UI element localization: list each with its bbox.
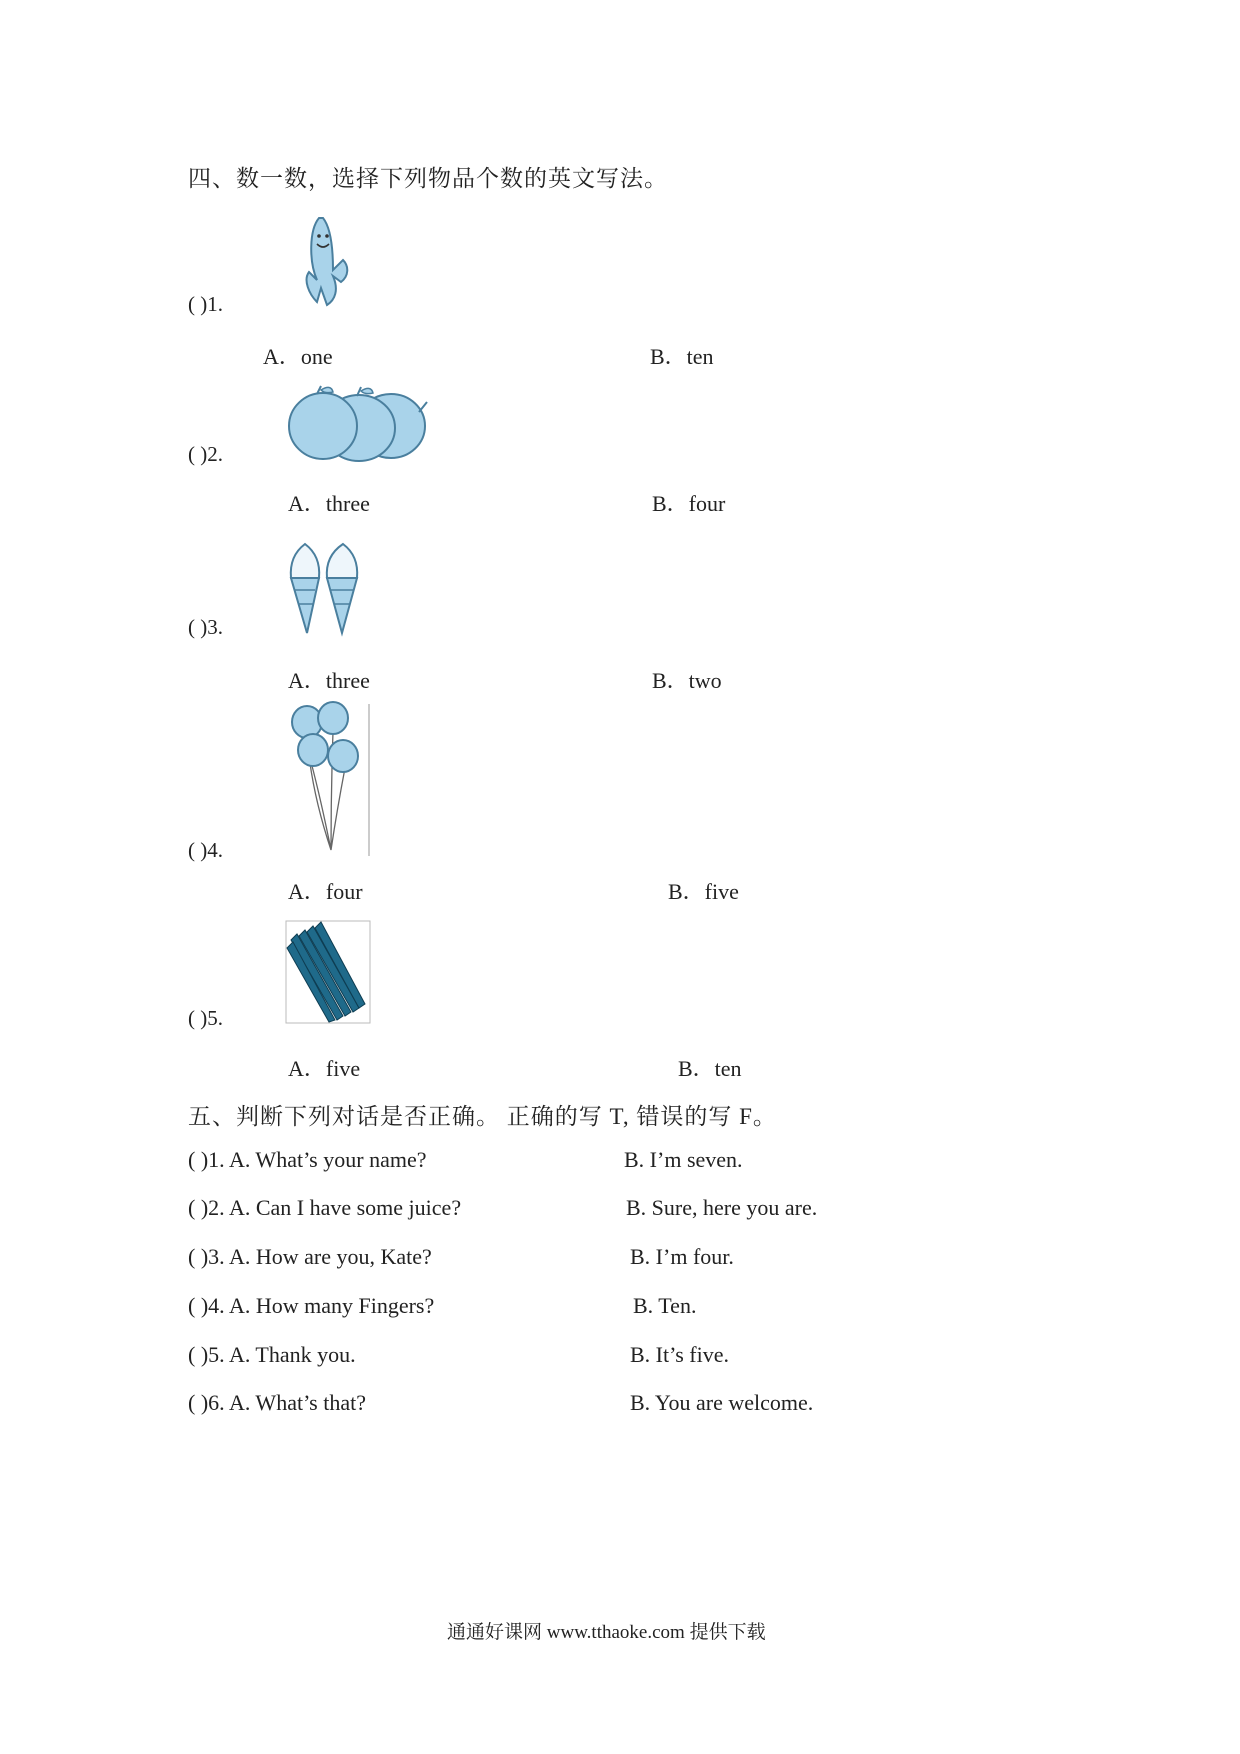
question-4-option-b: B．five: [668, 879, 739, 904]
question-1-option-b: B．ten: [650, 344, 714, 369]
banana-icon: [287, 210, 357, 310]
ice-creams-icon: [287, 538, 367, 638]
apples-icon: [287, 382, 432, 464]
dialogue-2-question: ( )2. A. Can I have some juice?: [188, 1195, 462, 1220]
section4-heading: 四、数一数，选择下列物品个数的英文写法。: [188, 166, 668, 191]
dialogue-4-question: ( )4. A. How many Fingers?: [188, 1293, 435, 1318]
dialogue-3-question: ( )3. A. How are you, Kate?: [188, 1244, 432, 1269]
question-5-option-a: A．five: [288, 1056, 361, 1081]
balloons-icon: [287, 700, 372, 860]
dialogue-1-answer: B. I’m seven.: [624, 1147, 743, 1172]
question-3-label: ( )3.: [188, 615, 223, 639]
question-5-label: ( )5.: [188, 1006, 223, 1030]
question-4-option-a: A．four: [288, 879, 363, 904]
dialogue-3-answer: B. I’m four.: [630, 1244, 734, 1269]
question-2-option-a: A．three: [288, 491, 370, 516]
dialogue-1-question: ( )1. A. What’s your name?: [188, 1147, 427, 1172]
question-5-option-b: B．ten: [678, 1056, 742, 1081]
question-2-label: ( )2.: [188, 442, 223, 466]
question-2-option-b: B．four: [652, 491, 726, 516]
dialogue-2-answer: B. Sure, here you are.: [626, 1195, 818, 1220]
question-4-label: ( )4.: [188, 838, 223, 862]
question-1-option-a: A．one: [263, 344, 333, 369]
pencils-icon: [285, 920, 373, 1025]
question-1-label: ( )1.: [188, 292, 223, 316]
dialogue-4-answer: B. Ten.: [633, 1293, 697, 1318]
dialogue-5-question: ( )5. A. Thank you.: [188, 1342, 356, 1367]
question-3-option-a: A．three: [288, 668, 370, 693]
footer-credit: 通通好课网 www.tthaoke.com 提供下载: [447, 1622, 766, 1643]
section5-heading: 五、判断下列对话是否正确。 正确的写 T, 错误的写 F。: [188, 1104, 777, 1129]
question-3-option-b: B．two: [652, 668, 722, 693]
dialogue-6-question: ( )6. A. What’s that?: [188, 1390, 366, 1415]
dialogue-5-answer: B. It’s five.: [630, 1342, 729, 1367]
dialogue-6-answer: B. You are welcome.: [630, 1390, 814, 1415]
